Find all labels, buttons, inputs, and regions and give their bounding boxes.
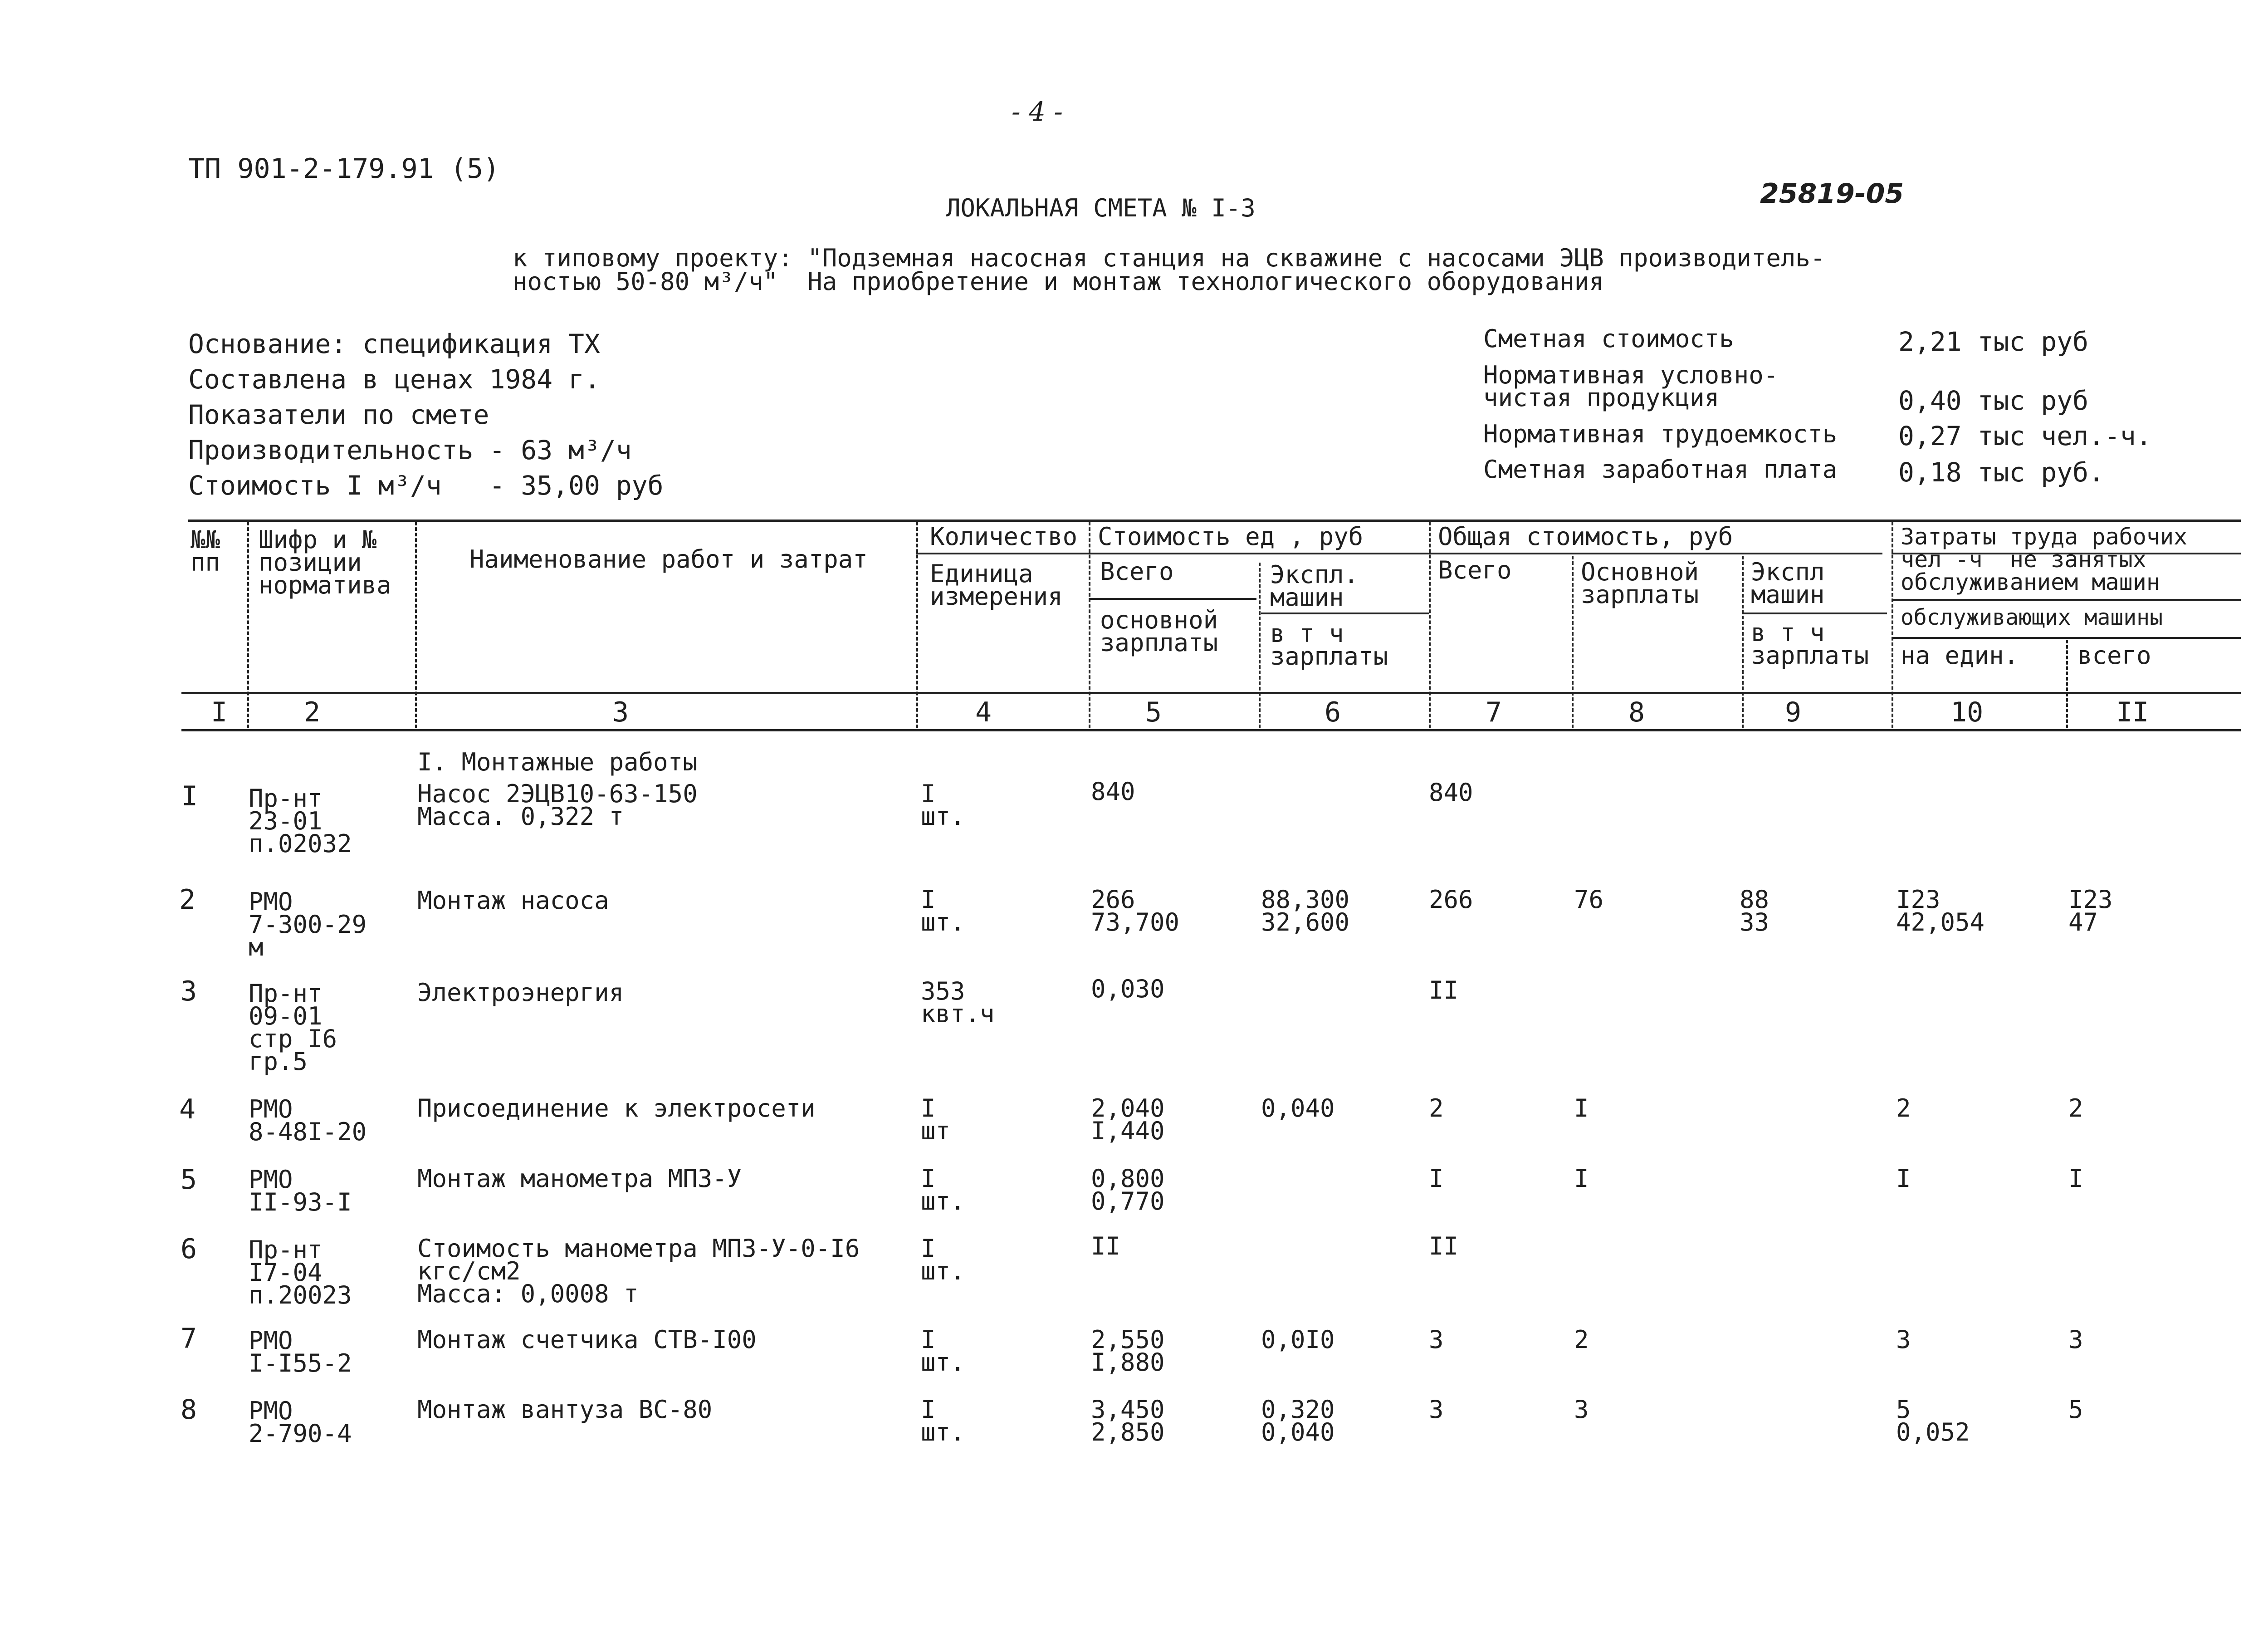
row-code: Пр-нт 09-01 стр I6 гр.5 — [249, 979, 337, 1076]
labor-intensity-value: 0,27 тыс чел.-ч. — [1898, 421, 2152, 451]
table-header-bottom-rule — [181, 692, 2241, 694]
unit-cost-line: Стоимость I м³/ч - 35,00 руб — [188, 470, 664, 501]
header-rule-labor-sub — [1892, 637, 2241, 639]
col-sep-7 — [1572, 556, 1574, 728]
header-rule-total-cost-sub — [1089, 598, 1256, 600]
row-code: РМО I-I55-2 — [249, 1326, 352, 1377]
row-code: РМО 8-48I-20 — [249, 1095, 367, 1146]
wage-label: Сметная заработная плата — [1483, 455, 1838, 484]
estimated-cost-label: Сметная стоимость — [1483, 324, 1734, 353]
productivity-line: Производительность - 63 м³/ч — [188, 435, 632, 466]
row-labor-total: 5 — [2068, 1395, 2083, 1424]
row-labor-per-unit: 5 0,052 — [1896, 1395, 1970, 1446]
subtitle-line-2: ностью 50-80 м³/ч" На приобретение и монтаж технологического оборудования — [513, 267, 1604, 296]
row-name: Стоимость манометра МПЗ-У-0-I6 кгс/см2 Масса: 0,0008 т — [417, 1234, 860, 1308]
row-number: 8 — [181, 1394, 197, 1426]
header-unit-machines: Экспл. машин — [1270, 560, 1359, 612]
row-unit-machines: 0,320 0,040 — [1261, 1395, 1335, 1446]
row-code: РМО 7-300-29 м — [249, 887, 367, 961]
estimated-cost-value: 2,21 тыс руб — [1898, 326, 2089, 357]
row-unit-total: 0,030 — [1091, 975, 1165, 1003]
row-total: II — [1429, 1232, 1459, 1260]
row-labor-total: 2 — [2068, 1094, 2083, 1122]
col-sep-8 — [1742, 556, 1744, 728]
basis-line: Основание: спецификация ТХ — [188, 328, 600, 359]
row-base-wage: 2 — [1574, 1325, 1589, 1354]
header-row-number: №№ пп — [191, 525, 220, 577]
col-sep-3 — [916, 522, 918, 728]
row-quantity: I шт. — [921, 779, 965, 831]
header-total: Всего — [1438, 556, 1512, 584]
row-code: РМО II-93-I — [249, 1165, 352, 1216]
row-code: Пр-нт I7-04 п.20023 — [249, 1235, 352, 1309]
header-machine-wage: в т ч зарплаты — [1751, 618, 1869, 670]
header-machines: Экспл машин — [1751, 558, 1825, 609]
labor-intensity-label: Нормативная трудоемкость — [1483, 420, 1838, 448]
wage-value: 0,18 тыс руб. — [1898, 457, 2104, 488]
row-labor-per-unit: 3 — [1896, 1325, 1911, 1354]
header-unit-total: Всего — [1100, 557, 1174, 586]
col-sep-1 — [247, 522, 249, 728]
subtitle-line-1: к типовому проекту: "Подземная насосная станция на скважине с насосами ЭЦВ производитель- — [513, 244, 1825, 272]
column-number-9: 9 — [1785, 696, 1802, 728]
row-number: I — [181, 780, 198, 812]
row-number: 5 — [181, 1164, 197, 1196]
column-number-11: II — [2116, 696, 2149, 728]
header-rule-machine-sub — [1261, 613, 1429, 614]
row-labor-total: I23 47 — [2068, 885, 2113, 936]
col-sep-2 — [415, 522, 417, 728]
row-code: РМО 2-790-4 — [249, 1397, 352, 1448]
row-unit-total: 2,040 I,440 — [1091, 1094, 1165, 1145]
row-labor-total: I — [2068, 1164, 2083, 1193]
row-number: 2 — [179, 884, 196, 916]
indicators-line: Показатели по смете — [188, 399, 489, 430]
row-quantity: I шт. — [921, 1164, 965, 1216]
header-labor-costs: Затраты труда рабочих чел -ч не занятых обслуживанием машин — [1901, 524, 2188, 595]
header-unit: Единица измерения — [930, 559, 1063, 611]
row-machines: 88 33 — [1740, 885, 1769, 936]
col-sep-5 — [1259, 563, 1261, 728]
row-number: 6 — [181, 1233, 197, 1265]
header-labor-per-unit: на един. — [1901, 641, 2019, 670]
col-sep-4 — [1089, 522, 1090, 728]
row-unit-total: II — [1091, 1232, 1121, 1260]
row-total: 840 — [1429, 778, 1473, 807]
header-rule-total-group — [1429, 553, 1882, 554]
row-name: Присоединение к электросети — [417, 1094, 816, 1122]
header-rule-cost-group — [916, 553, 1429, 554]
row-labor-total: 3 — [2068, 1325, 2083, 1354]
row-total: 3 — [1429, 1325, 1444, 1354]
header-norm-code: Шифр и № позиции норматива — [259, 525, 391, 599]
column-number-2: 2 — [304, 696, 321, 728]
row-total: 3 — [1429, 1395, 1444, 1424]
header-unit-machine-wage: в т ч зарплаты — [1270, 619, 1388, 671]
stamp-number: 25819-05 — [1760, 178, 1904, 210]
page-number: - 4 - — [1012, 96, 1063, 127]
row-number: 3 — [181, 975, 197, 1007]
row-base-wage: I — [1574, 1094, 1589, 1122]
row-unit-total: 840 — [1091, 777, 1135, 806]
row-name: Монтаж насоса — [417, 886, 609, 915]
header-rule-labor-mid — [1892, 599, 2241, 601]
row-unit-machines: 88,300 32,600 — [1261, 885, 1350, 936]
net-production-label-2: чистая продукция — [1483, 383, 1720, 412]
row-quantity: 353 квт.ч — [921, 977, 995, 1028]
row-labor-per-unit: 2 — [1896, 1094, 1911, 1122]
row-quantity: I шт. — [921, 1234, 965, 1285]
row-name: Электроэнергия — [417, 978, 624, 1007]
column-number-4: 4 — [975, 696, 992, 728]
column-number-6: 6 — [1325, 696, 1341, 728]
header-base-wage: Основной зарплаты — [1581, 558, 1699, 609]
row-quantity: I шт. — [921, 885, 965, 936]
header-unit-cost: Стоимость ед , руб — [1098, 522, 1364, 551]
net-production-label-1: Нормативная условно- — [1483, 361, 1779, 389]
header-labor-total: всего — [2077, 641, 2151, 670]
row-quantity: I шт. — [921, 1395, 965, 1446]
col-sep-9 — [1892, 522, 1893, 728]
row-unit-total: 2,550 I,880 — [1091, 1325, 1165, 1377]
row-unit-machines: 0,0I0 — [1261, 1325, 1335, 1354]
net-production-value: 0,40 тыс руб — [1898, 385, 2089, 416]
header-labor-machine-operators: обслуживающих машины — [1901, 605, 2163, 630]
section-title: I. Монтажные работы — [417, 748, 698, 776]
table-top-rule — [188, 520, 2241, 522]
price-year-line: Составлена в ценах 1984 г. — [188, 364, 600, 395]
row-unit-total: 0,800 0,770 — [1091, 1164, 1165, 1216]
row-total: I — [1429, 1164, 1444, 1193]
column-number-8: 8 — [1628, 696, 1645, 728]
row-base-wage: I — [1574, 1164, 1589, 1193]
row-total: II — [1429, 976, 1459, 1005]
row-number: 7 — [181, 1323, 197, 1354]
column-number-1: I — [211, 696, 228, 728]
row-total: 2 — [1429, 1094, 1444, 1122]
row-number: 4 — [179, 1093, 196, 1125]
row-base-wage: 76 — [1574, 885, 1604, 914]
column-number-7: 7 — [1486, 696, 1502, 728]
table-column-numbers-rule — [181, 729, 2241, 731]
row-base-wage: 3 — [1574, 1395, 1589, 1424]
row-quantity: I шт. — [921, 1325, 965, 1377]
header-work-name: Наименование работ и затрат — [469, 545, 868, 573]
column-number-3: 3 — [612, 696, 629, 728]
row-name: Монтаж вантуза ВС-80 — [417, 1395, 713, 1424]
header-total-cost: Общая стоимость, руб — [1438, 522, 1733, 551]
column-number-5: 5 — [1145, 696, 1162, 728]
col-sep-10 — [2066, 640, 2068, 728]
column-number-10: 10 — [1950, 696, 1984, 728]
row-unit-machines: 0,040 — [1261, 1094, 1335, 1122]
row-unit-total: 266 73,700 — [1091, 885, 1180, 936]
header-quantity: Количество — [930, 522, 1078, 551]
document-code: ТП 901-2-179.91 (5) — [188, 153, 500, 185]
row-quantity: I шт — [921, 1094, 951, 1145]
row-total: 266 — [1429, 885, 1473, 914]
row-name: Монтаж счетчика СТВ-I00 — [417, 1325, 757, 1354]
row-unit-total: 3,450 2,850 — [1091, 1395, 1165, 1446]
col-sep-6 — [1429, 522, 1431, 728]
row-name: Насос 2ЭЦВ10-63-150 Масса. 0,322 т — [417, 779, 698, 831]
page-title: ЛОКАЛЬНАЯ СМЕТА № I-3 — [946, 194, 1256, 222]
row-labor-per-unit: I23 42,054 — [1896, 885, 1985, 936]
header-rule-machine9-sub — [1742, 613, 1887, 614]
row-labor-per-unit: I — [1896, 1164, 1911, 1193]
row-name: Монтаж манометра МПЗ-У — [417, 1164, 742, 1193]
row-code: Пр-нт 23-01 п.02032 — [249, 784, 352, 858]
header-unit-base-wage: основной зарплаты — [1100, 606, 1218, 657]
